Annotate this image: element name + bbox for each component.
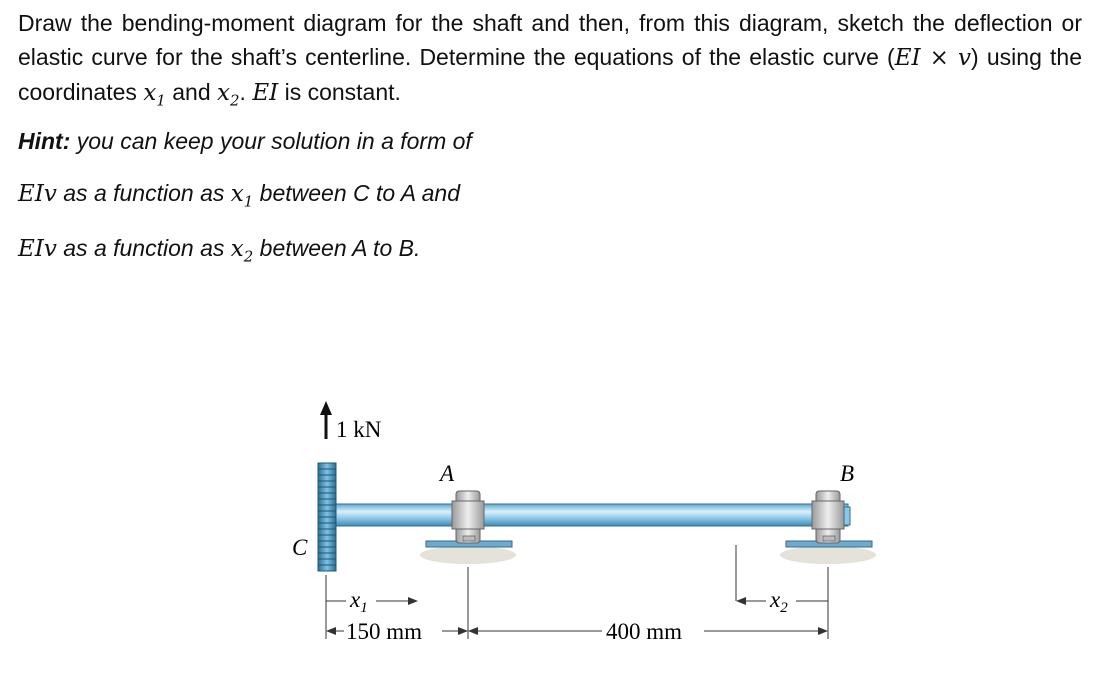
ei-times-v: EI × v bbox=[894, 45, 972, 71]
label-a: A bbox=[440, 461, 455, 486]
dim-150-label: 150 mm bbox=[346, 619, 423, 644]
hint-line3-text1: as a function as bbox=[56, 235, 231, 261]
shaft bbox=[330, 504, 848, 526]
hint-line-2 bbox=[18, 180, 460, 211]
hint-line3-text2: between A to B. bbox=[253, 235, 421, 261]
x1-label: $x_1$ bbox=[350, 587, 368, 616]
problem-text-2: ) using the coordinates bbox=[18, 44, 1083, 105]
hint-label: Hint: bbox=[18, 128, 71, 154]
hint-line2-text1: as a function as bbox=[56, 180, 231, 206]
hint-eiv-1: EIv bbox=[18, 181, 57, 207]
hint-text: you can keep your solution in a form of bbox=[70, 128, 472, 154]
problem-text-4: . bbox=[239, 79, 253, 105]
x2-label: $x_2$ bbox=[770, 587, 788, 616]
hint-line-1 bbox=[18, 128, 472, 155]
ei-symbol: EI bbox=[252, 80, 279, 106]
coord-x2: $x_2$ bbox=[217, 80, 240, 110]
load-arrow bbox=[320, 401, 332, 439]
problem-text-1: Draw the bending-moment diagram for the shaft and then, from this diagram, sketch the deflection or elastic curve for the shaft’s centerline. Determine the equations of the elastic curve ( bbox=[18, 10, 1082, 70]
label-c: C bbox=[292, 535, 308, 560]
support-b bbox=[780, 491, 876, 564]
hint-x2: $x_2$ bbox=[230, 236, 254, 266]
x1-arrow bbox=[326, 597, 418, 605]
shaft-figure bbox=[280, 395, 900, 655]
problem-text-5: is constant. bbox=[278, 79, 401, 105]
hint-line2-text2: between C to A and bbox=[253, 180, 461, 206]
coord-x1: $x_1$ bbox=[143, 80, 166, 110]
problem-text-3: and bbox=[165, 79, 217, 105]
gear-c bbox=[318, 463, 336, 571]
problem-statement bbox=[18, 6, 1082, 118]
support-a bbox=[420, 491, 516, 564]
label-b: B bbox=[840, 461, 855, 486]
dim-400-label: 400 mm bbox=[606, 619, 683, 644]
hint-line-3 bbox=[18, 235, 420, 266]
hint-eiv-2: EIv bbox=[18, 236, 57, 262]
hint-x1: $x_1$ bbox=[230, 181, 254, 211]
load-label: 1 kN bbox=[336, 417, 382, 442]
